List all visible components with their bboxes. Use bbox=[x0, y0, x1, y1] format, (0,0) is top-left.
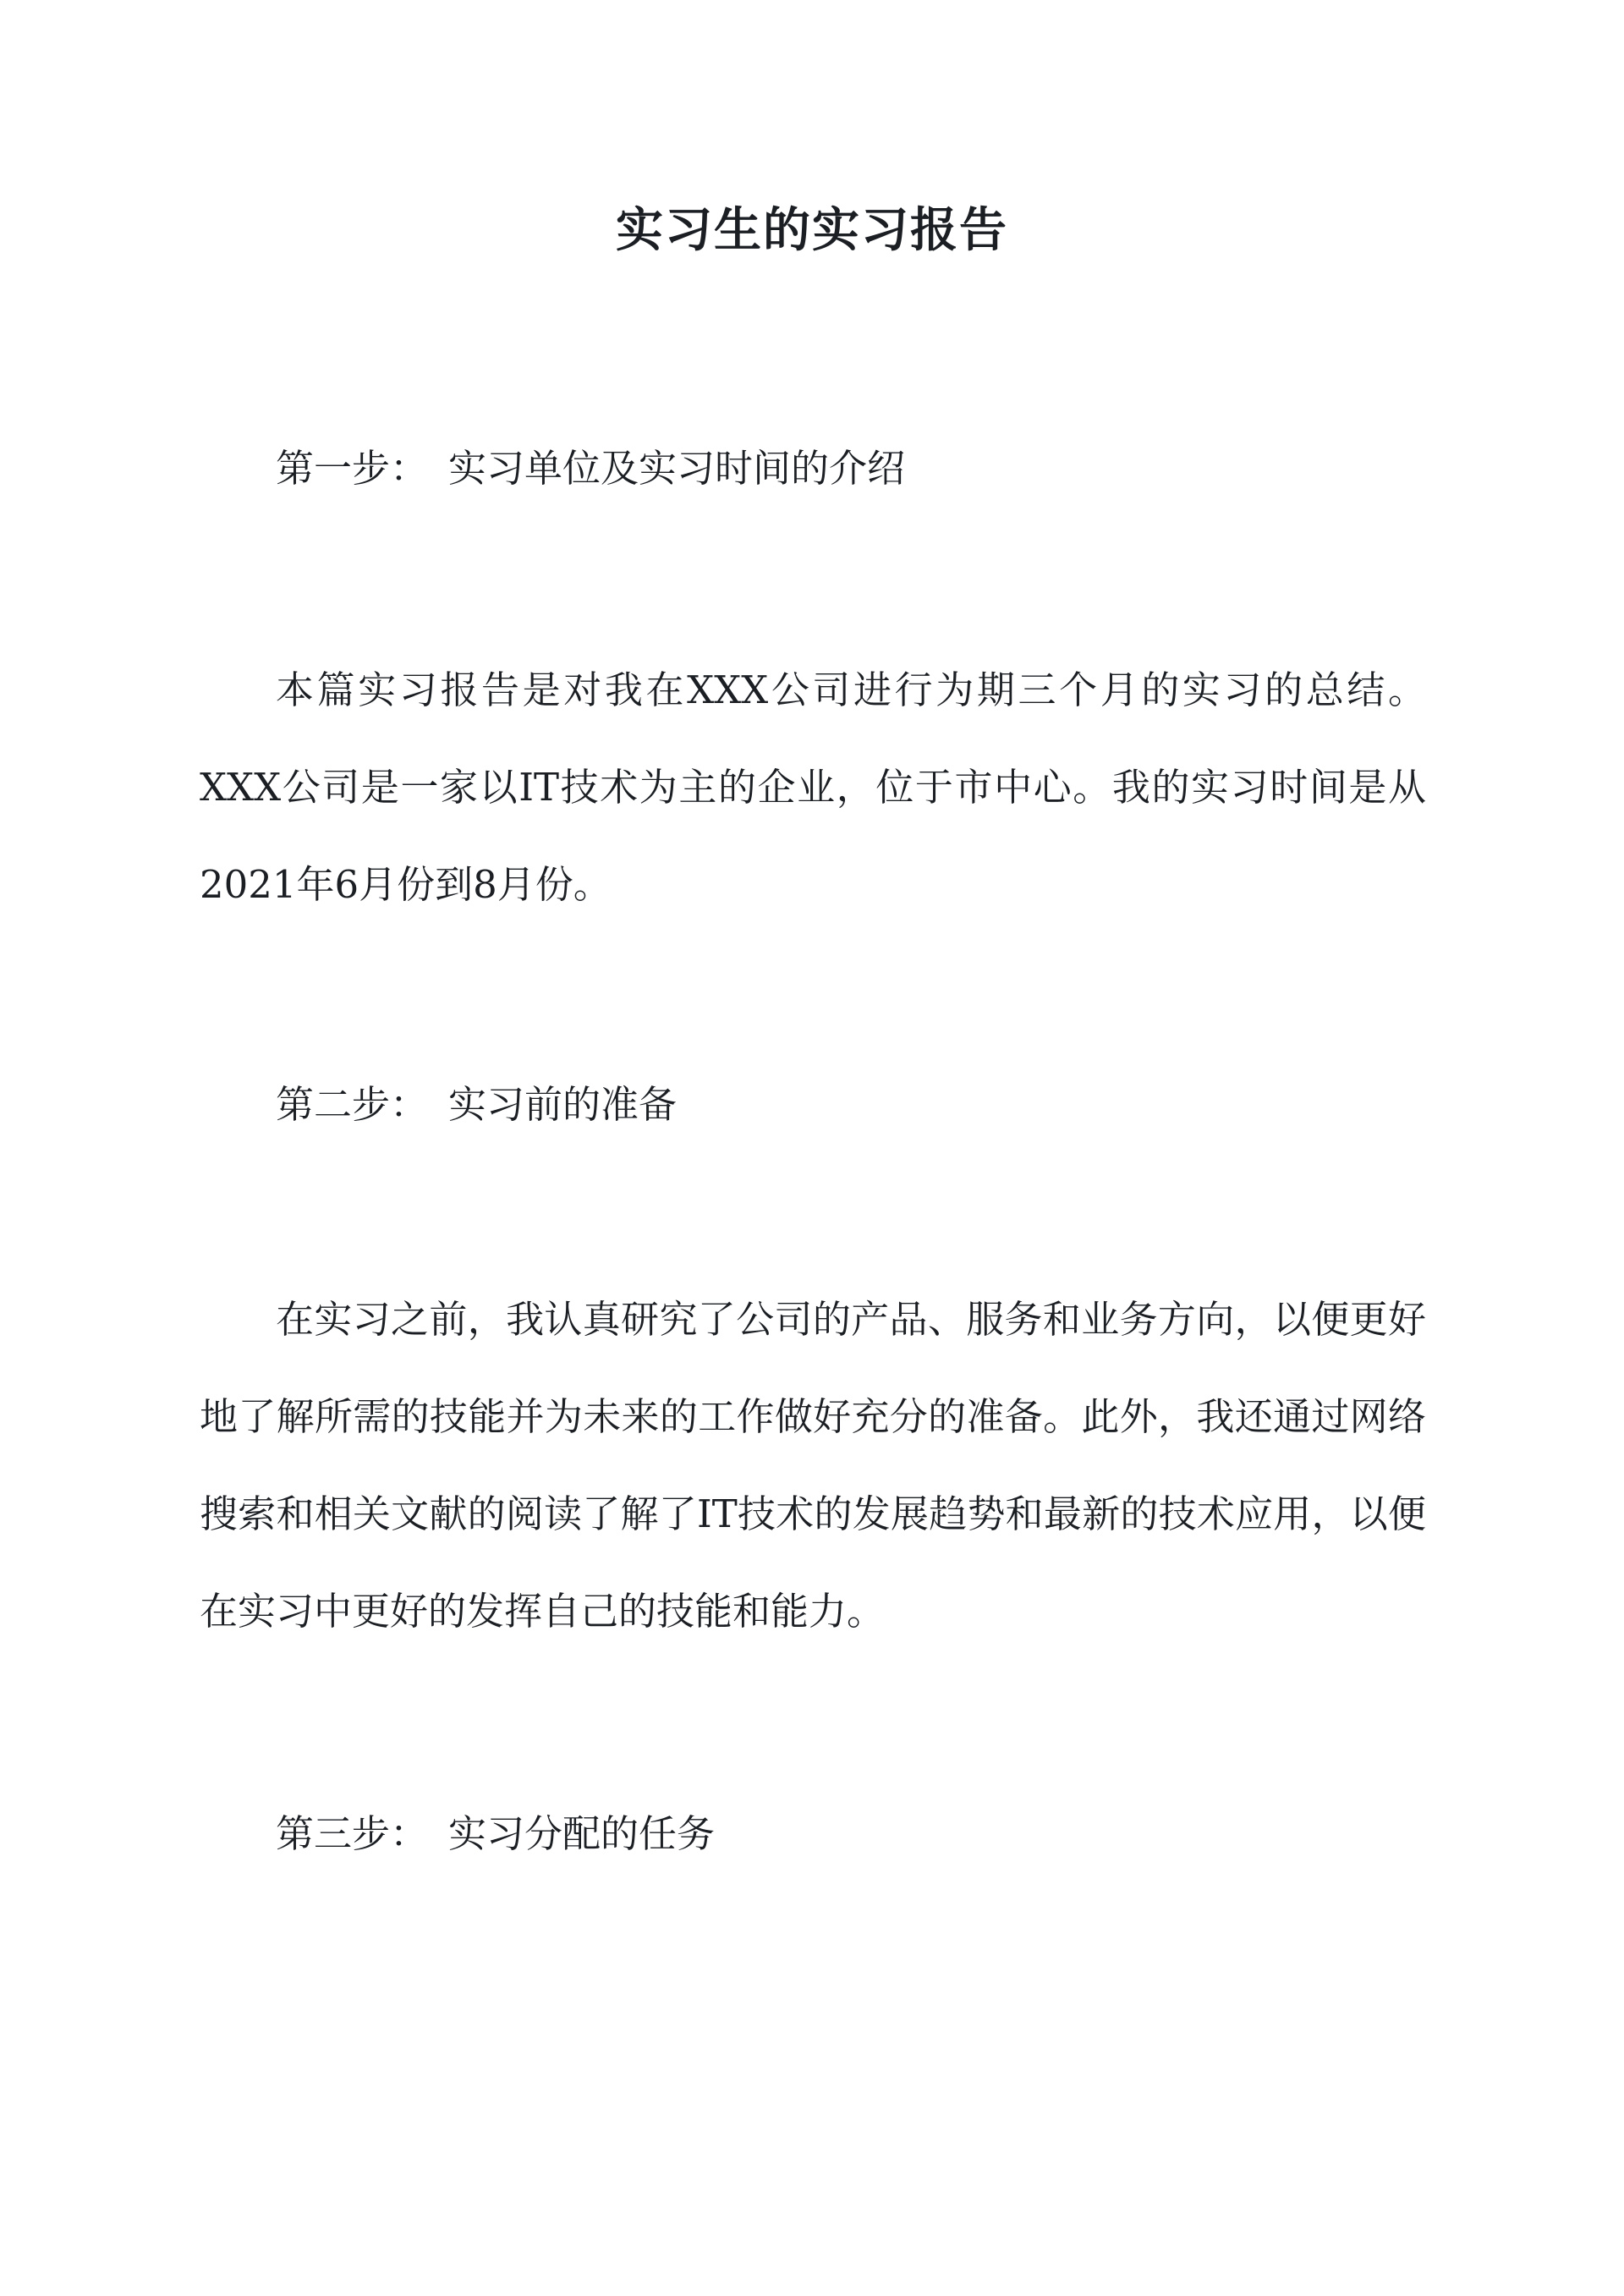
section-heading-2 bbox=[276, 1079, 677, 1130]
section-heading-1 bbox=[276, 443, 905, 494]
section-step-label: 第一步： bbox=[276, 446, 429, 491]
section-paragraph-2: 在实习之前，我认真研究了公司的产品、服务和业务方向，以便更好地了解所需的技能并为未来的工作做好充分的准备。此外，我还通过网络搜索和相关文献的阅读了解了IT技术的发展趋势和最新的技术应用，以便在实习中更好的发挥自己的技能和能力。 bbox=[200, 1297, 1426, 1634]
section-heading-text: 实习前的准备 bbox=[448, 1082, 678, 1127]
section-paragraph-1: 本篇实习报告是对我在XXX公司进行为期三个月的实习的总结。XXX公司是一家以IT技术为主的企业，位于市中心。我的实习时间是从2021年6月份到8月份。 bbox=[200, 667, 1426, 907]
section-step-label: 第二步： bbox=[276, 1082, 429, 1127]
section-heading-text: 实习分配的任务 bbox=[448, 1811, 716, 1856]
document-title: 实习生的实习报告 bbox=[616, 202, 1008, 258]
section-heading-3 bbox=[276, 1809, 715, 1859]
section-step-label: 第三步： bbox=[276, 1811, 429, 1856]
section-heading-text: 实习单位及实习时间的介绍 bbox=[448, 446, 906, 491]
